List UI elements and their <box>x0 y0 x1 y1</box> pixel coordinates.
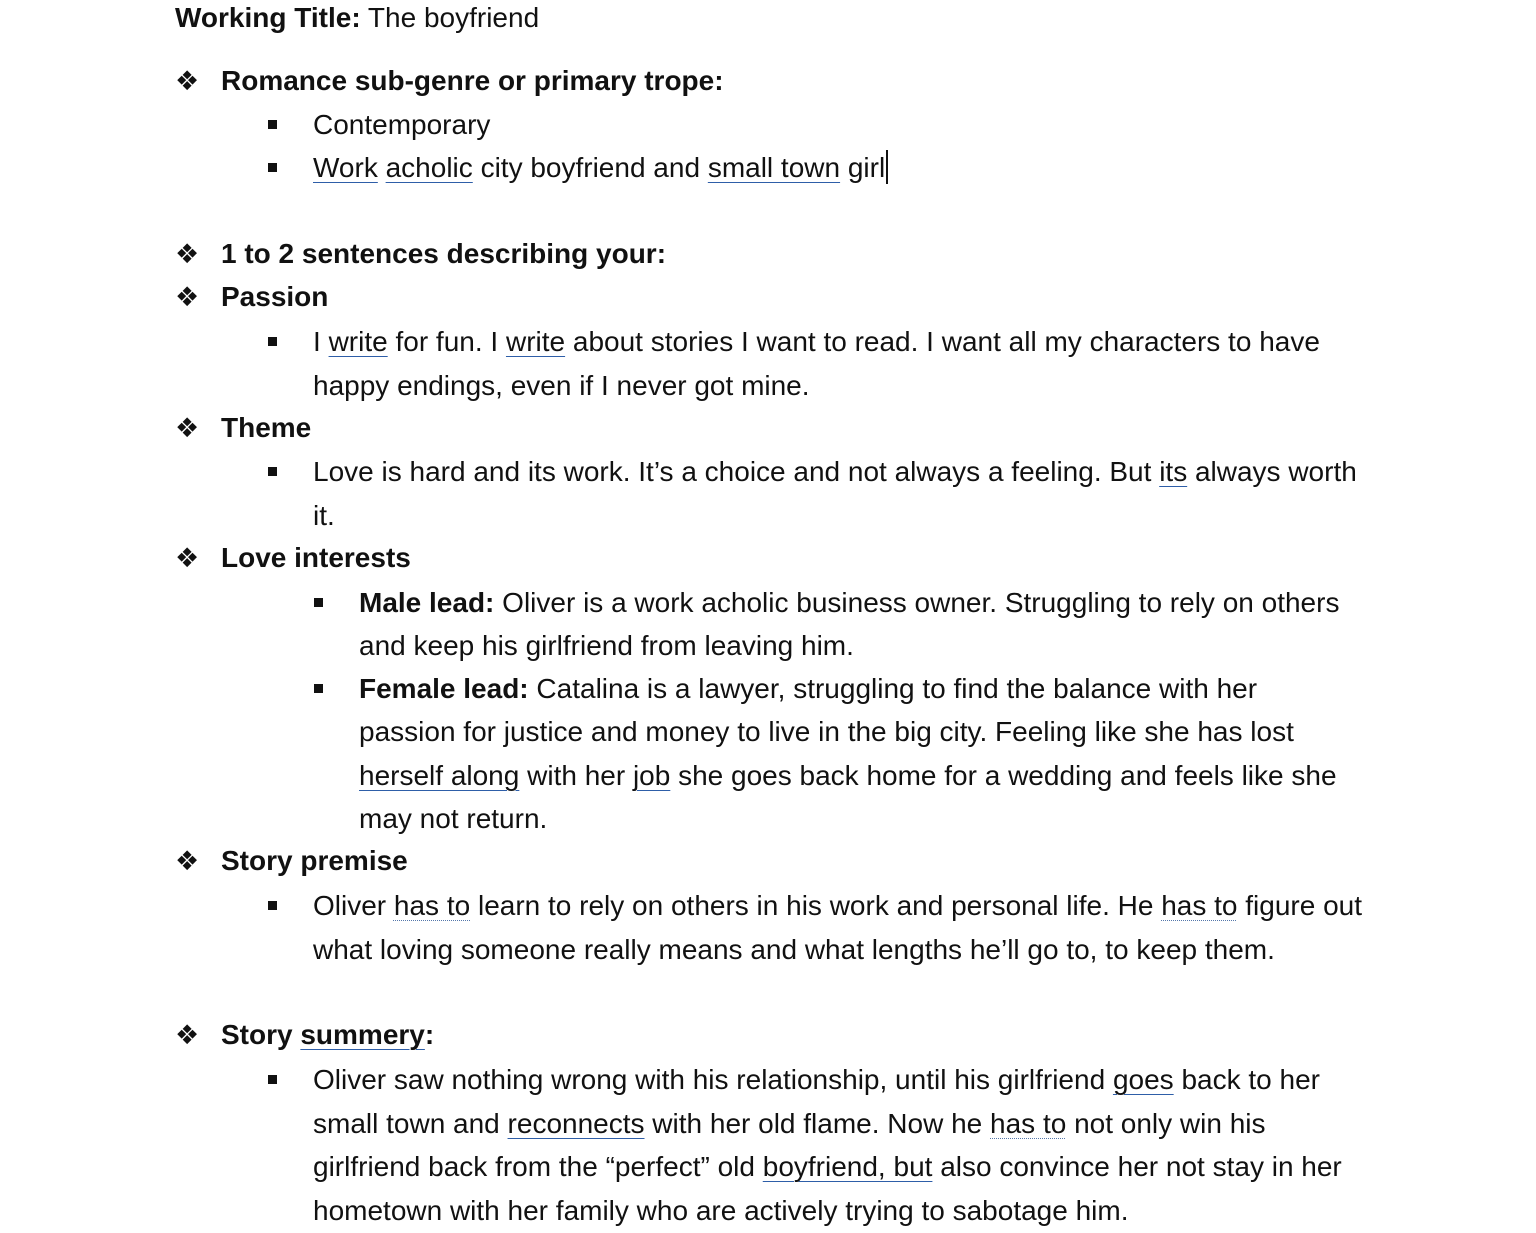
square-bullet-icon <box>268 901 277 910</box>
square-bullet-icon <box>268 120 277 129</box>
text-run: learn to rely on others in his work and personal life. He <box>477 890 1154 921</box>
diamond-bullet-icon: ❖ <box>175 282 200 312</box>
spelling-flag[interactable]: acholic <box>385 152 473 183</box>
spelling-flag[interactable]: summery <box>300 1019 425 1050</box>
spelling-flag[interactable]: its <box>1159 456 1188 487</box>
text-run: Oliver saw nothing wrong with his relationship, until his girlfriend <box>313 1064 1106 1095</box>
list-item-text <box>313 1058 1373 1232</box>
list-item-text <box>313 884 1373 971</box>
text-run: Catalina is a lawyer, struggling to find the balance with her passion for justice and money to live in the big city. Feeling like she has lost <box>359 673 1294 748</box>
diamond-bullet-icon: ❖ <box>175 846 200 876</box>
spelling-flag[interactable]: write <box>505 326 566 357</box>
diamond-bullet-icon: ❖ <box>175 66 200 96</box>
grammar-flag[interactable]: has to <box>1161 890 1238 921</box>
text-run: back to her small town and <box>313 1064 1320 1139</box>
text-run: figure out what loving someone really means and what lengths he’ll go to, to keep them. <box>313 890 1363 965</box>
spelling-flag[interactable]: reconnects <box>507 1107 645 1139</box>
spelling-flag[interactable]: Work <box>313 152 378 183</box>
text-cursor <box>886 150 888 184</box>
heading-love-interests-text: Love interests <box>221 542 411 573</box>
list-item-text: Contemporary <box>313 109 491 140</box>
text-run: Oliver is a work acholic business owner. Struggling to rely on others and keep his girlfriend from leaving him. <box>359 587 1340 662</box>
text-run: I <box>313 326 321 357</box>
square-bullet-icon <box>268 467 277 476</box>
list-item-text <box>313 320 1373 407</box>
text-run: Love is hard and its work. It’s a choice and not always a feeling. But <box>313 456 1152 487</box>
text-run: she goes back home for a wedding and feels like she may not return. <box>359 759 1337 834</box>
grammar-flag[interactable]: has to <box>990 1107 1067 1139</box>
list-item-text[interactable] <box>313 146 1373 190</box>
spelling-flag[interactable]: write <box>328 326 388 357</box>
text-run: city boyfriend and <box>480 152 701 183</box>
heading-describing-text: 1 to 2 sentences describing your: <box>221 238 667 269</box>
list-item-text <box>359 667 1359 840</box>
text-run: about stories I want to read. I want all my characters to have happy endings, even if I never got mine. <box>313 326 1320 401</box>
heading-story-premise-text: Story premise <box>221 845 408 876</box>
diamond-bullet-icon: ❖ <box>175 1020 200 1050</box>
heading-theme-text: Theme <box>221 412 312 443</box>
square-bullet-icon <box>268 163 277 172</box>
text-run: with her <box>527 759 626 791</box>
spelling-flag[interactable]: small town <box>707 152 841 183</box>
list-item-text <box>313 450 1373 537</box>
text-run: for fun. I <box>395 326 499 357</box>
spelling-flag[interactable]: goes <box>1112 1064 1174 1095</box>
spelling-flag[interactable]: boyfriend, but <box>762 1151 933 1183</box>
text-run: with her old flame. Now he <box>652 1107 983 1139</box>
grammar-flag[interactable]: has to <box>393 890 471 921</box>
text-run: girl <box>847 152 886 183</box>
diamond-bullet-icon: ❖ <box>175 413 200 443</box>
text-run: : <box>424 1019 435 1050</box>
male-lead-label: Male lead: <box>359 587 495 618</box>
text-run: Story <box>221 1019 293 1050</box>
heading-trope-text: Romance sub-genre or primary trope: <box>221 65 724 96</box>
working-title-label: Working Title: <box>175 2 361 33</box>
square-bullet-icon <box>268 1075 277 1084</box>
text-run: also convince her not stay in her hometown with her family who are actively trying to sabotage him. <box>313 1151 1342 1226</box>
square-bullet-icon <box>314 598 323 607</box>
square-bullet-icon <box>314 684 323 693</box>
text-run: Oliver <box>313 890 387 921</box>
spelling-flag[interactable]: herself along <box>359 759 520 791</box>
text-run: not only win his girlfriend back from the “perfect” old <box>313 1107 1266 1183</box>
diamond-bullet-icon: ❖ <box>175 239 200 269</box>
square-bullet-icon <box>268 337 277 346</box>
spelling-flag[interactable]: job <box>632 759 671 791</box>
working-title-line <box>175 0 539 36</box>
diamond-bullet-icon: ❖ <box>175 543 200 573</box>
working-title-value: The boyfriend <box>367 2 540 33</box>
list-item-text <box>359 581 1359 668</box>
text-run: always worth it. <box>313 456 1357 531</box>
heading-story-summery-text <box>221 1015 434 1055</box>
female-lead-label: Female lead: <box>359 673 529 704</box>
heading-passion-text: Passion <box>221 281 329 312</box>
